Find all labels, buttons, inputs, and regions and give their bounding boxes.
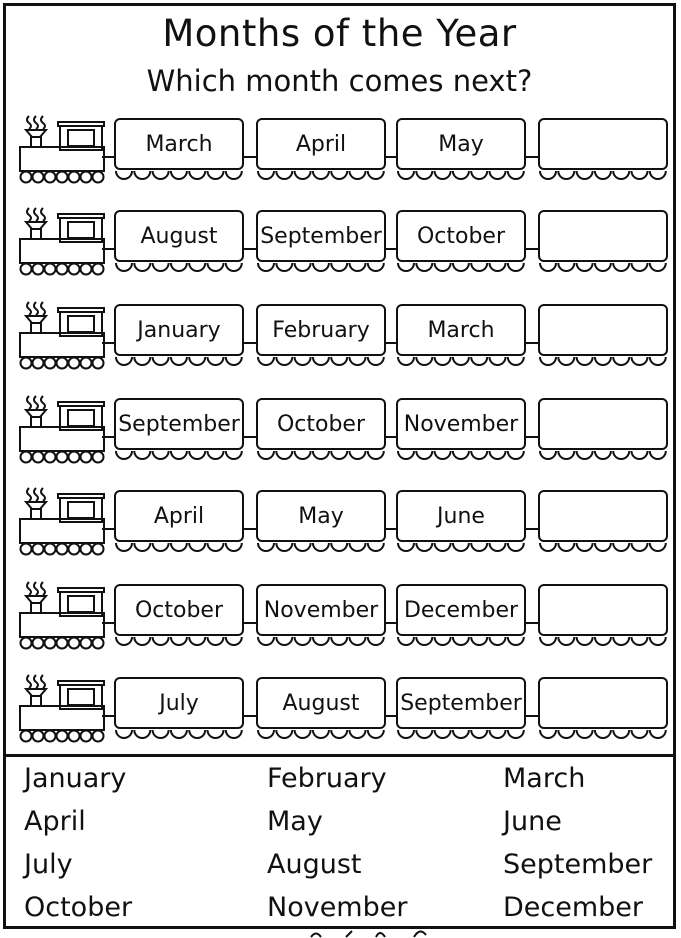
train-car: September: [114, 398, 244, 450]
train-wheels-icon: [396, 635, 526, 649]
train-car: January: [114, 304, 244, 356]
train-car: March: [396, 304, 526, 356]
train-wheels-icon: [114, 169, 244, 183]
page-subtitle: Which month comes next?: [146, 64, 533, 98]
train-wheels-icon: [396, 449, 526, 463]
train-car: June: [396, 490, 526, 542]
train-wheels-icon: [256, 635, 386, 649]
answer-car-blank[interactable]: [538, 584, 668, 636]
word-bank-item: September: [503, 849, 653, 880]
train-wheels-icon: [396, 169, 526, 183]
answer-car-blank[interactable]: [538, 398, 668, 450]
train-car: May: [256, 490, 386, 542]
train-wheels-icon: [256, 541, 386, 555]
steam-engine-icon: [16, 206, 116, 280]
train-wheels-icon: [256, 728, 386, 742]
train-row: [16, 671, 674, 751]
word-bank-item: August: [267, 849, 362, 880]
word-bank-item: December: [503, 892, 644, 923]
train-car: March: [114, 118, 244, 170]
divider: [6, 754, 673, 757]
train-wheels-icon: [256, 449, 386, 463]
worksheet: [3, 3, 676, 929]
train-car: October: [256, 398, 386, 450]
train-car: October: [114, 584, 244, 636]
steam-engine-icon: [16, 580, 116, 654]
word-bank-item: June: [503, 806, 562, 837]
train-wheels-icon: [396, 355, 526, 369]
train-wheels-icon: [396, 728, 526, 742]
train-wheels-icon: [396, 261, 526, 275]
train-wheels-icon: [538, 355, 668, 369]
word-bank-item: April: [24, 806, 86, 837]
train-car: September: [256, 210, 386, 262]
train-wheels-icon: [256, 261, 386, 275]
steam-engine-icon: [16, 394, 116, 468]
train-wheels-icon: [538, 728, 668, 742]
train-row: [16, 298, 674, 378]
train-wheels-icon: [114, 449, 244, 463]
train-car: February: [256, 304, 386, 356]
train-wheels-icon: [538, 261, 668, 275]
train-row: [16, 112, 674, 192]
word-bank-item: July: [24, 849, 73, 880]
word-bank-item: October: [24, 892, 133, 923]
train-row: [16, 484, 674, 564]
train-wheels-icon: [256, 169, 386, 183]
train-car: August: [256, 677, 386, 729]
word-bank-item: January: [24, 763, 127, 794]
answer-car-blank[interactable]: [538, 118, 668, 170]
train-wheels-icon: [538, 449, 668, 463]
word-bank-item: November: [267, 892, 408, 923]
train-wheels-icon: [538, 169, 668, 183]
train-wheels-icon: [114, 541, 244, 555]
cropped-footer-text: [306, 928, 446, 938]
train-car: November: [396, 398, 526, 450]
steam-engine-icon: [16, 300, 116, 374]
train-car: September: [396, 677, 526, 729]
train-wheels-icon: [538, 635, 668, 649]
train-wheels-icon: [114, 728, 244, 742]
train-wheels-icon: [114, 261, 244, 275]
train-row: [16, 392, 674, 472]
train-car: July: [114, 677, 244, 729]
train-wheels-icon: [396, 541, 526, 555]
train-car: April: [114, 490, 244, 542]
train-car: November: [256, 584, 386, 636]
train-car: October: [396, 210, 526, 262]
train-row: [16, 204, 674, 284]
word-bank-item: February: [267, 763, 387, 794]
answer-car-blank[interactable]: [538, 304, 668, 356]
answer-car-blank[interactable]: [538, 210, 668, 262]
train-wheels-icon: [256, 355, 386, 369]
train-wheels-icon: [538, 541, 668, 555]
word-bank-item: March: [503, 763, 586, 794]
train-wheels-icon: [114, 635, 244, 649]
train-wheels-icon: [114, 355, 244, 369]
train-car: May: [396, 118, 526, 170]
train-car: December: [396, 584, 526, 636]
steam-engine-icon: [16, 486, 116, 560]
word-bank-item: May: [267, 806, 323, 837]
train-car: August: [114, 210, 244, 262]
train-car: April: [256, 118, 386, 170]
steam-engine-icon: [16, 114, 116, 188]
answer-car-blank[interactable]: [538, 677, 668, 729]
word-bank: [24, 762, 664, 924]
train-row: [16, 578, 674, 658]
steam-engine-icon: [16, 673, 116, 747]
answer-car-blank[interactable]: [538, 490, 668, 542]
page-title: Months of the Year: [162, 12, 517, 55]
